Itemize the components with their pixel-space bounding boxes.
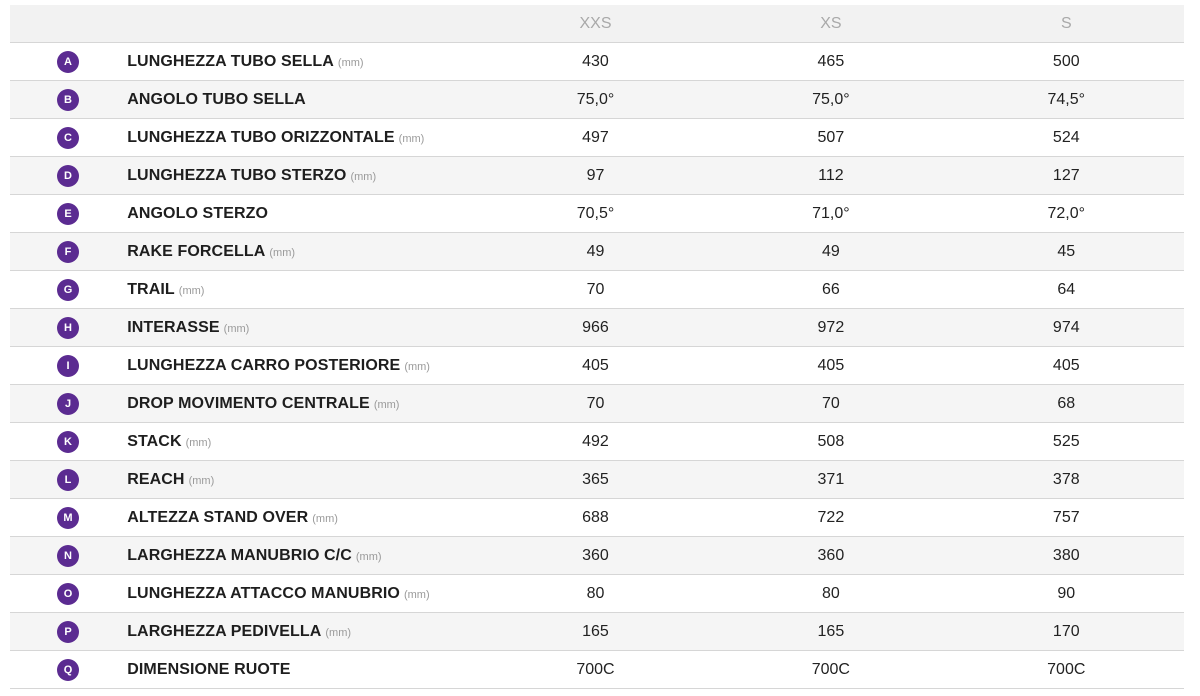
value-cell-s: 500 — [949, 43, 1184, 81]
measure-letter-badge: O — [57, 583, 79, 605]
badge-cell — [10, 575, 127, 613]
value-cell-s: 90 — [949, 575, 1184, 613]
value-cell-xs: 371 — [713, 461, 948, 499]
measure-unit: (mm) — [337, 56, 364, 69]
measure-unit: (mm) — [188, 474, 215, 487]
measure-label: RAKE FORCELLA — [127, 242, 266, 260]
measure-label: LUNGHEZZA ATTACCO MANUBRIO — [127, 584, 400, 602]
badge-cell — [10, 347, 127, 385]
value-cell-xxs: 497 — [478, 119, 713, 157]
value-cell-s: 378 — [949, 461, 1184, 499]
value-cell-xxs: 49 — [478, 233, 713, 271]
table-row — [10, 309, 1184, 347]
measure-label-cell — [127, 575, 478, 613]
value-cell-xs: 722 — [713, 499, 948, 537]
measure-label-cell — [127, 233, 478, 271]
value-cell-xxs: 165 — [478, 613, 713, 651]
measure-unit: (mm) — [223, 322, 250, 335]
measure-unit: (mm) — [403, 588, 430, 601]
value-cell-s: 170 — [949, 613, 1184, 651]
measure-letter-badge: E — [57, 203, 79, 225]
table-row — [10, 347, 1184, 385]
table-row — [10, 195, 1184, 233]
value-cell-s: 74,5° — [949, 81, 1184, 119]
badge-cell — [10, 385, 127, 423]
badge-cell — [10, 271, 127, 309]
measure-label-cell — [127, 157, 478, 195]
measure-label-cell — [127, 195, 478, 233]
badge-cell — [10, 537, 127, 575]
value-cell-xxs: 70 — [478, 271, 713, 309]
geometry-table — [10, 5, 1184, 689]
table-row — [10, 119, 1184, 157]
size-header-xxs: XXS — [478, 5, 713, 43]
value-cell-s: 68 — [949, 385, 1184, 423]
header-row — [10, 5, 1184, 43]
measure-label-cell — [127, 651, 478, 689]
value-cell-xxs: 360 — [478, 537, 713, 575]
measure-label-cell — [127, 613, 478, 651]
measure-unit: (mm) — [398, 132, 425, 145]
measure-label: ANGOLO TUBO SELLA — [127, 90, 306, 108]
measure-letter-badge: H — [57, 317, 79, 339]
measure-unit: (mm) — [312, 512, 338, 525]
measure-unit: (mm) — [404, 360, 430, 373]
value-cell-xs: 71,0° — [713, 195, 948, 233]
measure-label-cell — [127, 461, 478, 499]
measure-unit: (mm) — [325, 626, 352, 639]
value-cell-xxs: 97 — [478, 157, 713, 195]
measure-letter-badge: C — [57, 127, 79, 149]
measure-unit: (mm) — [185, 436, 212, 449]
measure-label-cell — [127, 119, 478, 157]
measure-unit: (mm) — [355, 550, 382, 563]
measure-unit: (mm) — [373, 398, 400, 411]
value-cell-xxs: 70,5° — [478, 195, 713, 233]
measure-label: DROP MOVIMENTO CENTRALE — [127, 394, 370, 412]
measure-letter-badge: I — [57, 355, 79, 377]
value-cell-xxs: 365 — [478, 461, 713, 499]
table-body — [10, 43, 1184, 689]
measure-label-cell — [127, 271, 478, 309]
value-cell-xs: 165 — [713, 613, 948, 651]
measure-letter-badge: N — [57, 545, 79, 567]
value-cell-xs: 508 — [713, 423, 948, 461]
value-cell-s: 45 — [949, 233, 1184, 271]
value-cell-s: 525 — [949, 423, 1184, 461]
badge-cell — [10, 461, 127, 499]
measure-label: ALTEZZA STAND OVER — [127, 508, 309, 526]
value-cell-xxs: 80 — [478, 575, 713, 613]
measure-letter-badge: A — [57, 51, 79, 73]
value-cell-xs: 66 — [713, 271, 948, 309]
table-row — [10, 43, 1184, 81]
value-cell-xxs: 430 — [478, 43, 713, 81]
measure-label-cell — [127, 309, 478, 347]
badge-cell — [10, 233, 127, 271]
measure-letter-badge: Q — [57, 659, 79, 681]
value-cell-xs: 70 — [713, 385, 948, 423]
measure-letter-badge: F — [57, 241, 79, 263]
value-cell-s: 72,0° — [949, 195, 1184, 233]
value-cell-s: 127 — [949, 157, 1184, 195]
measure-label: INTERASSE — [127, 318, 220, 336]
table-row — [10, 575, 1184, 613]
value-cell-s: 524 — [949, 119, 1184, 157]
measure-letter-badge: B — [57, 89, 79, 111]
measure-label: LUNGHEZZA TUBO ORIZZONTALE — [127, 128, 395, 146]
measure-label-cell — [127, 43, 478, 81]
value-cell-xs: 507 — [713, 119, 948, 157]
header-badge-cell — [10, 5, 127, 43]
value-cell-s: 405 — [949, 347, 1184, 385]
value-cell-xxs: 688 — [478, 499, 713, 537]
value-cell-s: 380 — [949, 537, 1184, 575]
table-row — [10, 157, 1184, 195]
measure-label: TRAIL — [127, 280, 175, 298]
value-cell-xs: 49 — [713, 233, 948, 271]
measure-letter-badge: K — [57, 431, 79, 453]
value-cell-xs: 112 — [713, 157, 948, 195]
value-cell-xs: 80 — [713, 575, 948, 613]
measure-label: STACK — [127, 432, 182, 450]
measure-label-cell — [127, 81, 478, 119]
header-label-cell — [127, 5, 478, 43]
value-cell-xs: 465 — [713, 43, 948, 81]
value-cell-xxs: 492 — [478, 423, 713, 461]
measure-label-cell — [127, 423, 478, 461]
badge-cell — [10, 81, 127, 119]
measure-letter-badge: G — [57, 279, 79, 301]
table-row — [10, 81, 1184, 119]
badge-cell — [10, 613, 127, 651]
measure-letter-badge: D — [57, 165, 79, 187]
measure-label: DIMENSIONE RUOTE — [127, 660, 291, 678]
table-header — [10, 5, 1184, 43]
value-cell-s: 700C — [949, 651, 1184, 689]
badge-cell — [10, 119, 127, 157]
badge-cell — [10, 499, 127, 537]
measure-label: LUNGHEZZA TUBO STERZO — [127, 166, 347, 184]
value-cell-s: 757 — [949, 499, 1184, 537]
measure-label: LUNGHEZZA TUBO SELLA — [127, 52, 334, 70]
value-cell-s: 974 — [949, 309, 1184, 347]
measure-label: ANGOLO STERZO — [127, 204, 269, 222]
measure-unit: (mm) — [350, 170, 377, 183]
value-cell-xs: 405 — [713, 347, 948, 385]
table-row — [10, 537, 1184, 575]
value-cell-xs: 360 — [713, 537, 948, 575]
value-cell-xxs: 700C — [478, 651, 713, 689]
measure-label-cell — [127, 537, 478, 575]
badge-cell — [10, 157, 127, 195]
table-row — [10, 423, 1184, 461]
value-cell-xxs: 966 — [478, 309, 713, 347]
value-cell-xs: 972 — [713, 309, 948, 347]
measure-letter-badge: L — [57, 469, 79, 491]
measure-label-cell — [127, 347, 478, 385]
table-row — [10, 613, 1184, 651]
value-cell-xs: 75,0° — [713, 81, 948, 119]
measure-unit: (mm) — [269, 246, 296, 259]
badge-cell — [10, 43, 127, 81]
value-cell-xs: 700C — [713, 651, 948, 689]
badge-cell — [10, 423, 127, 461]
measure-letter-badge: J — [57, 393, 79, 415]
measure-letter-badge: M — [57, 507, 79, 529]
measure-label-cell — [127, 499, 478, 537]
badge-cell — [10, 651, 127, 689]
measure-unit: (mm) — [178, 284, 205, 297]
measure-label: LARGHEZZA MANUBRIO C/C — [127, 546, 352, 564]
table-row — [10, 271, 1184, 309]
badge-cell — [10, 195, 127, 233]
measure-label: LARGHEZZA PEDIVELLA — [127, 622, 322, 640]
table-row — [10, 385, 1184, 423]
measure-letter-badge: P — [57, 621, 79, 643]
size-header-xs: XS — [713, 5, 948, 43]
value-cell-xxs: 70 — [478, 385, 713, 423]
table-row — [10, 233, 1184, 271]
measure-label-cell — [127, 385, 478, 423]
measure-label: REACH — [127, 470, 185, 488]
size-header-s: S — [949, 5, 1184, 43]
badge-cell — [10, 309, 127, 347]
table-row — [10, 461, 1184, 499]
table-row — [10, 651, 1184, 689]
value-cell-xxs: 75,0° — [478, 81, 713, 119]
value-cell-s: 64 — [949, 271, 1184, 309]
measure-label: LUNGHEZZA CARRO POSTERIORE — [127, 356, 401, 374]
table-row — [10, 499, 1184, 537]
value-cell-xxs: 405 — [478, 347, 713, 385]
